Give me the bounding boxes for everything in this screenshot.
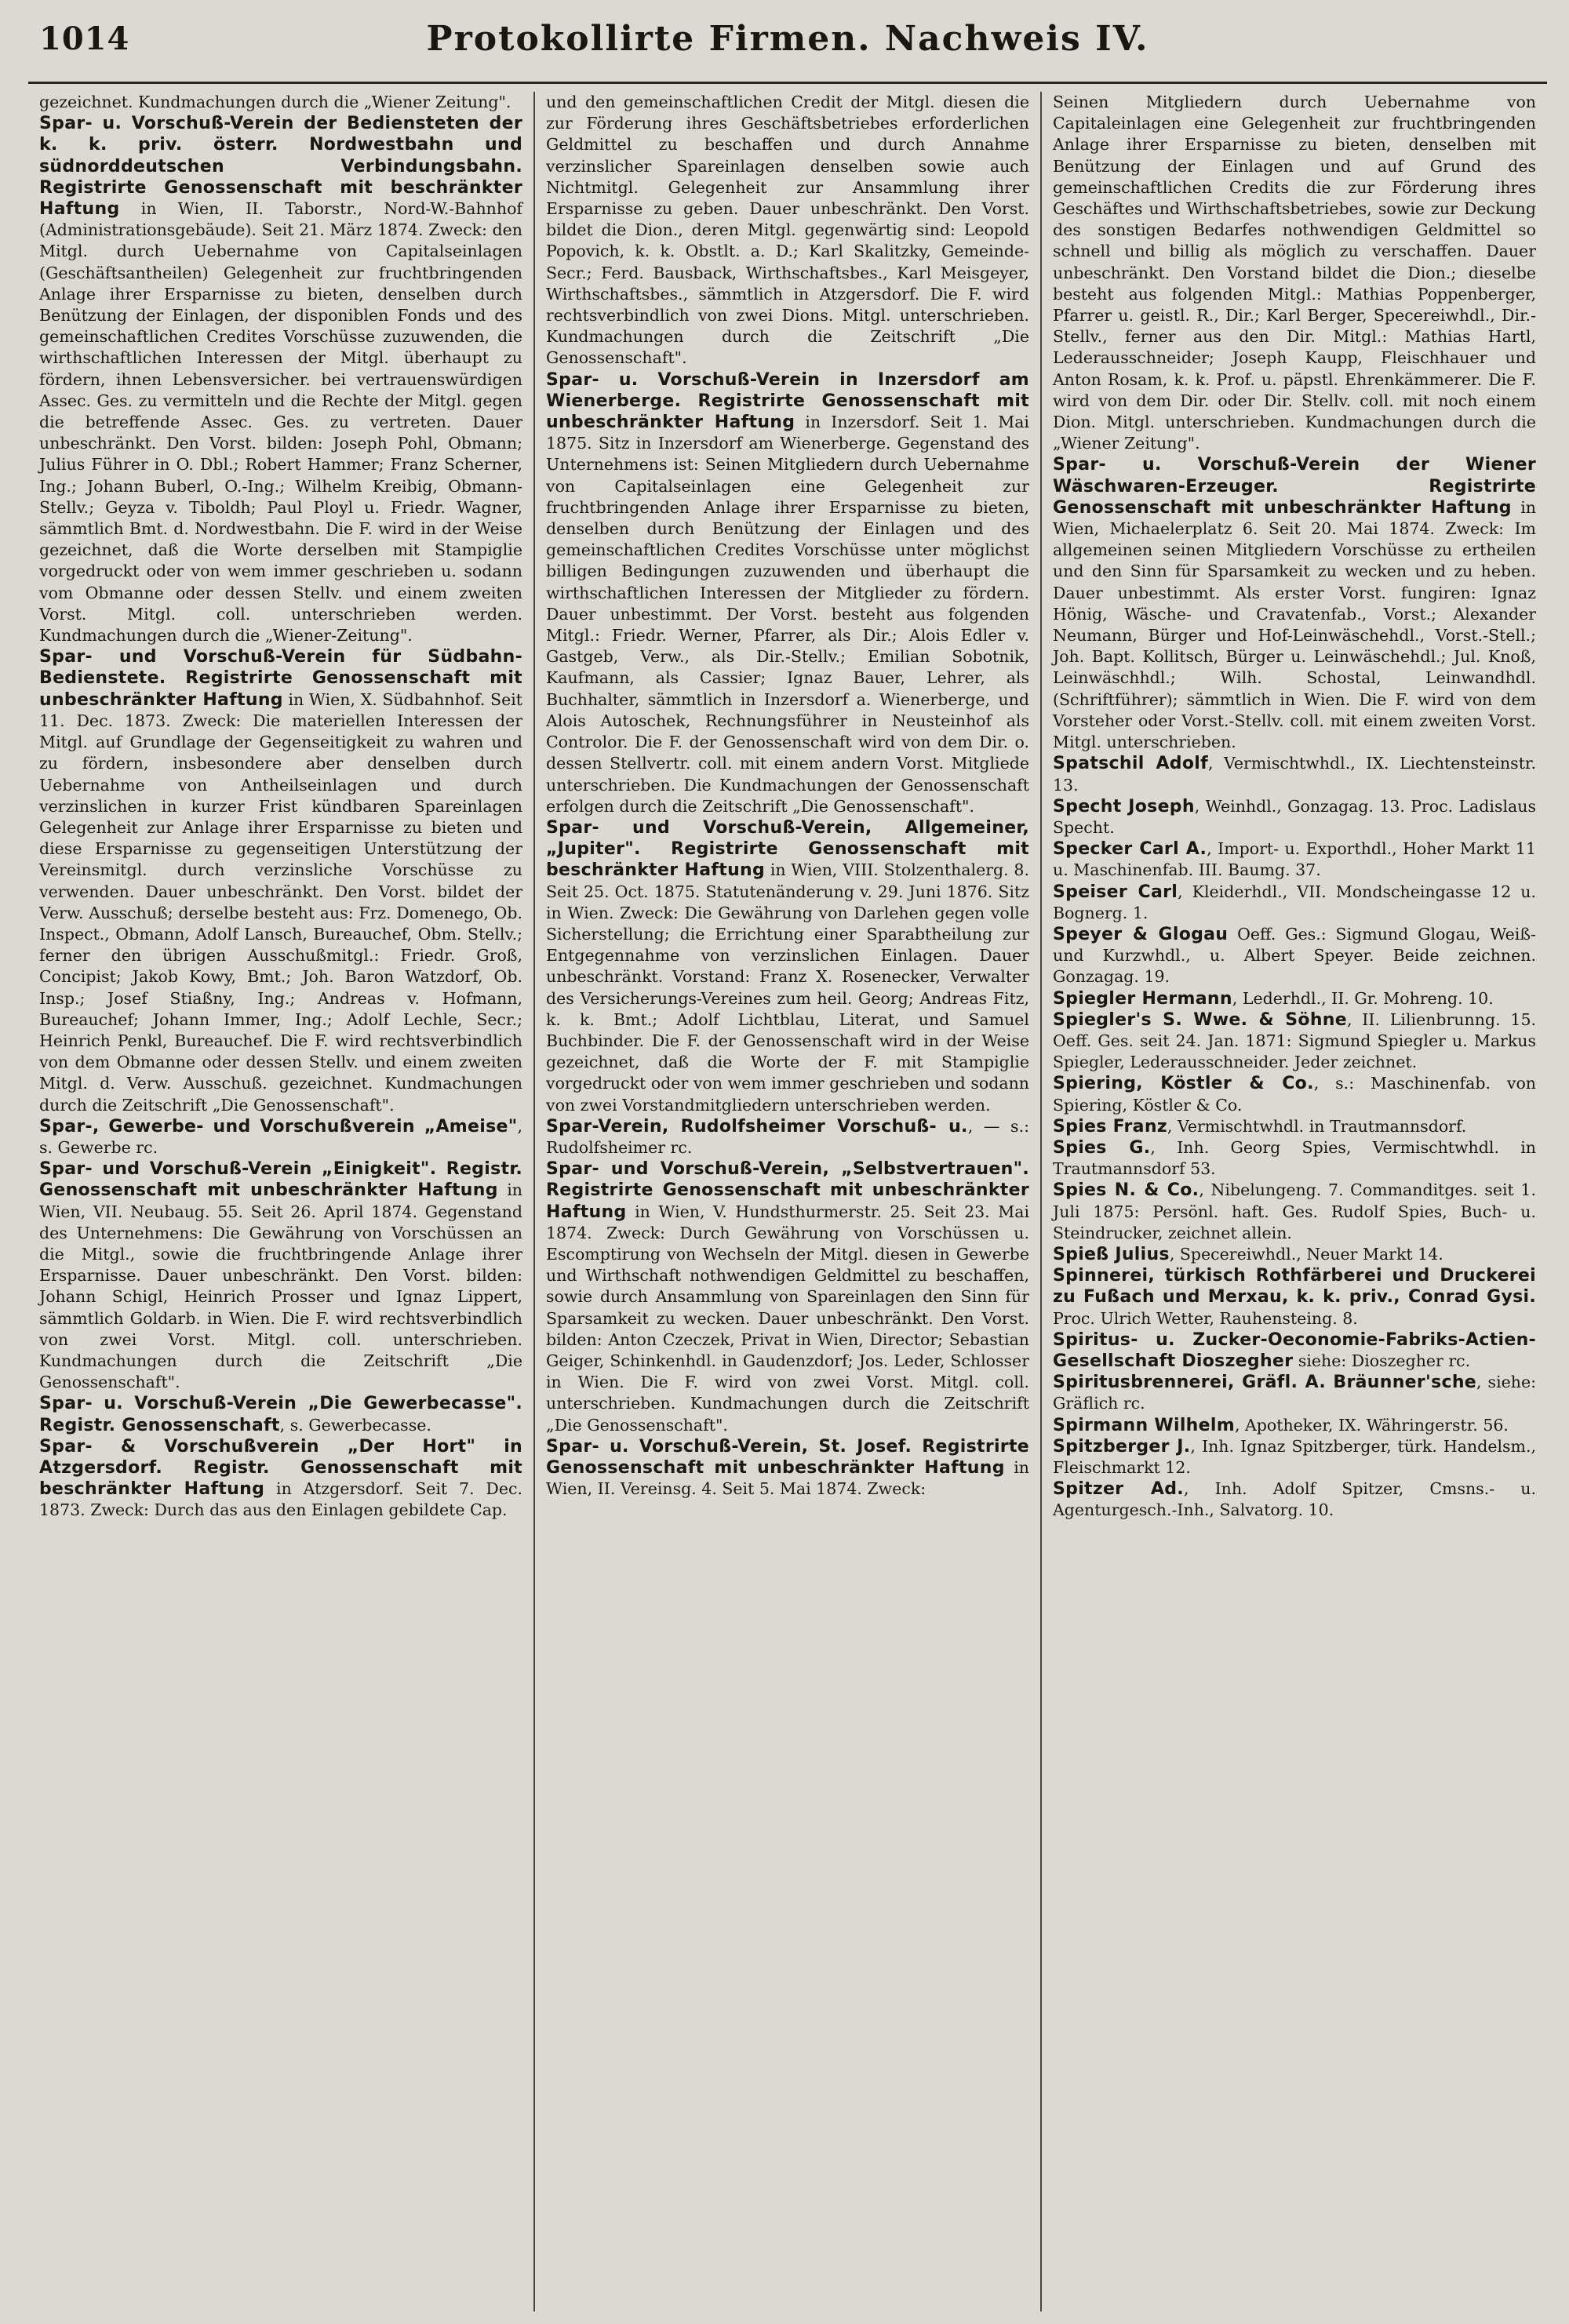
entry-firm-name: Spar- und Vorschuß-Verein, „Selbstvertrauen". Registrirte Genossenschaft mit unbeschränkter Haftung (546, 1159, 1029, 1222)
entry-text: , Specereiwhdl., Neuer Markt 14. (1169, 1244, 1443, 1264)
entry-firm-name: Spies G. (1053, 1137, 1151, 1158)
entry-firm-name: Spar- u. Vorschuß-Verein in Inzersdorf am Wienerberge. Registrirte Genossenschaft mit unbeschränkter Haftung (546, 369, 1029, 433)
entry-text: Proc. Ulrich Wetter, Rauhensteing. 8. (1053, 1308, 1358, 1328)
column-left (28, 92, 533, 2311)
entry-text: , Inh. Georg Spies, Vermischtwhdl. in Trautmannsdorf 53. (1053, 1137, 1536, 1179)
directory-entry (39, 1393, 522, 1435)
directory-entry (39, 1436, 522, 1522)
entry-firm-name: Spar- und Vorschuß-Verein, Allgemeiner, „Jupiter". Registrirte Genossenschaft mit beschränkter Haftung (546, 817, 1029, 881)
directory-entry (39, 92, 522, 113)
entry-firm-name: Spitzer Ad. (1053, 1479, 1184, 1500)
entry-firm-name: Spieß Julius (1053, 1244, 1170, 1264)
directory-entry (1053, 1329, 1536, 1372)
entry-firm-name: Spiegler Hermann (1053, 988, 1232, 1009)
entry-text: gezeichnet. Kundmachungen durch die „Wiener Zeitung". (39, 93, 511, 111)
entry-firm-name: Speiser Carl (1053, 882, 1178, 902)
directory-entry (1053, 92, 1536, 454)
directory-entry (1053, 1116, 1536, 1137)
entry-firm-name: Spiering, Köstler & Co. (1053, 1074, 1314, 1094)
entry-firm-name: Spirmann Wilhelm (1053, 1415, 1235, 1435)
entry-firm-name: Spiritusbrennerei, Gräfl. A. Bräunner'sche (1053, 1373, 1477, 1393)
directory-entry (1053, 1478, 1536, 1521)
entry-firm-name: Spar- u. Vorschuß-Verein „Die Gewerbecasse". Registr. Genossenschaft (39, 1394, 522, 1435)
entry-firm-name: Spatschil Adolf (1053, 754, 1208, 774)
entry-text: , Vermischtwhdl., IX. Liechtensteinstr. 13. (1053, 754, 1536, 795)
directory-entry (1053, 1415, 1536, 1436)
entry-firm-name: Spiritus- u. Zucker-Oeconomie-Fabriks-Actien-Gesellschaft Dioszegher (1053, 1329, 1536, 1371)
directory-entry (1053, 1244, 1536, 1265)
entry-firm-name: Spar- & Vorschußverein „Der Hort" in Atzgersdorf. Registr. Genossenschaft mit beschränkter Haftung (39, 1436, 522, 1500)
page-number: 1014 (39, 20, 130, 57)
entry-firm-name: Specker Carl A. (1053, 839, 1207, 860)
entry-text: , Inh. Ignaz Spitzberger, türk. Handelsm., Fleischmarkt 12. (1053, 1436, 1536, 1477)
directory-entry (546, 1158, 1029, 1436)
directory-entry (1053, 988, 1536, 1009)
entry-text: , Nibelungeng. 7. Commanditges. seit 1. Juli 1875: Persönl. haft. Ges. Rudolf Spies, Buch- u. Steindrucker, zeichnet allein. (1053, 1180, 1536, 1242)
directory-entry (39, 113, 522, 646)
entry-text: , Lederhdl., II. Gr. Mohreng. 10. (1232, 988, 1494, 1008)
entry-firm-name: Speyer & Glogau (1053, 924, 1229, 944)
entry-firm-name: Spitzberger J. (1053, 1436, 1191, 1457)
entry-text: , Inh. Adolf Spitzer, Cmsns.- u. Agenturgesch.-Inh., Salvatorg. 10. (1053, 1479, 1536, 1520)
entry-text: , Import- u. Exporthdl., Hoher Markt 11 u. Maschinenfab. III. Baumg. 37. (1053, 839, 1537, 880)
entry-firm-name: Spiegler's S. Wwe. & Söhne (1053, 1009, 1347, 1030)
entry-firm-name: Spar-, Gewerbe- und Vorschußverein „Ameise" (39, 1116, 518, 1137)
directory-entry (546, 1436, 1029, 1500)
entry-text: Oeff. Ges.: Sigmund Glogau, Weiß- und Kurzwhdl., u. Albert Speyer. Beide zeichnen. Gonzagag. 19. (1053, 924, 1536, 987)
page-header (28, 16, 1547, 84)
entry-text: , Apotheker, IX. Währingerstr. 56. (1234, 1415, 1509, 1435)
entry-firm-name: Spar- und Vorschuß-Verein „Einigkeit". Registr. Genossenschaft mit unbeschränkter Haftung (39, 1159, 522, 1201)
column-middle (533, 92, 1040, 2311)
entry-text: in Wien, V. Hundsthurmerstr. 25. Seit 23. Mai 1874. Zweck: Durch Gewährung von Vorschüssen u. Escomptirung von Wechseln der Mitgl. diesen in Gewerbe und Wirthschaft nothwendigen Geldmittel zu beschaffen, sowie durch Ansammlung von Spareinlagen den Sinn für Sparsamkeit zu wecken. Dauer unbeschränkt. Den Vorst. bilden: Anton Czeczek, Privat in Wien, Director; Sebastian Geiger, Schinkenhdl. in Gaudenzdorf; Jos. Leder, Schlosser in Wien. Die F. wird von zwei Vorst. Mitgl. coll. unterschrieben. Kundmachungen durch die Zeitschrift „Die Genossenschaft". (546, 1202, 1029, 1435)
entry-firm-name: Spar- u. Vorschuß-Verein der Wiener Wäschwaren-Erzeuger. Registrirte Genossenschaft mit unbeschränkter Haftung (1053, 455, 1536, 518)
entry-text: , Weinhdl., Gonzagag. 13. Proc. Ladislaus Specht. (1053, 796, 1536, 837)
entry-firm-name: Spies Franz (1053, 1116, 1167, 1137)
text-columns (28, 92, 1547, 2311)
directory-entry (1053, 1180, 1536, 1244)
directory-entry (1053, 1073, 1536, 1115)
entry-firm-name: Spar- u. Vorschuß-Verein der Bediensteten der k. k. priv. österr. Nordwestbahn und südnorddeutschen Verbindungsbahn. Registrirte Genossenschaft mit beschränkter Haftung (39, 114, 522, 220)
directory-entry (546, 92, 1029, 369)
entry-text: in Wien, VIII. Stolzenthalerg. 8. Seit 25. Oct. 1875. Statutenänderung v. 29. Juni 1876. Sitz in Wien. Zweck: Die Gewährung von Darlehen gegen volle Sicherstellung; die Errichtung einer Sparabtheilung zur Entgegennahme von verzinslichen Einlagen. Dauer unbeschränkt. Vorstand: Franz X. Rosenecker, Verwalter des Versicherungs-Vereines zum heil. Georg; Andreas Fitz, k. k. Bmt.; Adolf Lichtblau, Literat, und Samuel Buchbinder. Die F. der Genossenschaft wird in der Weise gezeichnet, daß die Worte der F. mit Stampiglie vorgedruckt oder von wem immer geschrieben und sodann von zwei Vorstandmitgliedern unterschrieben werden. (546, 860, 1029, 1115)
directory-entry (1053, 796, 1536, 838)
directory-entry (39, 646, 522, 1115)
entry-text: siehe: Dioszegher rc. (1293, 1351, 1471, 1370)
entry-text: in Atzgersdorf. Seit 7. Dec. 1873. Zweck: Durch das aus den Einlagen gebildete Cap. (39, 1479, 522, 1520)
entry-text: , s. Gewerbe rc. (39, 1116, 522, 1157)
entry-text: , s. Gewerbecasse. (279, 1415, 431, 1435)
entry-text: , Kleiderhdl., VII. Mondscheingasse 12 u. Bognerg. 1. (1053, 882, 1537, 922)
entry-firm-name: Spinnerei, türkisch Rothfärberei und Druckerei zu Fußach und Merxau, k. k. priv., Conrad Gysi. (1053, 1266, 1536, 1307)
directory-entry (546, 1116, 1029, 1158)
directory-entry (1053, 1137, 1536, 1180)
running-title: Protokollirte Firmen. Nachweis IV. (426, 19, 1149, 59)
entry-text: in Wien, X. Südbahnhof. Seit 11. Dec. 1873. Zweck: Die materiellen Interessen der Mitgl. auf Grundlage der Gegenseitigkeit zu wahren und zu fördern, insbesondere aber denselben durch Uebernahme von Antheilseinlagen und durch verzinslichen in kurzer Frist kündbaren Spareinlagen Gelegenheit zur Anlage ihrer Ersparnisse zu bieten und diese Ersparnisse zu gegenseitigen Unterstützung der Vereinsmitgl. durch verzinsliche Vorschüsse zu verwenden. Dauer unbeschränkt. Den Vorst. bildet der Verw. Ausschuß; derselbe besteht aus: Frz. Domenego, Ob. Inspect., Obmann, Adolf Lansch, Bureauchef, Obm. Stellv.; ferner den übrigen Ausschußmitgl.: Friedr. Groß, Concipist; Jakob Kowy, Bmt.; Joh. Baron Watzdorf, Ob. Insp.; Josef Stiaßny, Ing.; Andreas v. Hofmann, Bureauchef; Johann Immer, Ing.; Adolf Lechle, Secr.; Heinrich Penkl, Bureauchef. Die F. wird rechtsverbindlich von dem Obmanne oder dessen Stellv. und einem zweiten Mitgl. d. Verw. Ausschuß. gezeichnet. Kundmachungen durch die Zeitschrift „Die Genossenschaft". (39, 689, 522, 1115)
entry-text: in Wien, VII. Neubaug. 55. Seit 26. April 1874. Gegenstand des Unternehmens: Die Gewährung von Vorschüssen an die Mitgl., sowie die fruchtbringende Anlage ihrer Ersparnisse. Dauer unbeschränkt. Den Vorst. bilden: Johann Schigl, Heinrich Prosser und Ignaz Lippert, sämmtlich Goldarb. in Wien. Die F. wird rechtsverbindlich von zwei Vorst. Mitgl. coll. unterschrieben. Kundmachungen durch die Zeitschrift „Die Genossenschaft". (39, 1180, 522, 1392)
directory-entry (1053, 882, 1536, 924)
directory-entry (1053, 924, 1536, 988)
directory-entry (546, 369, 1029, 817)
directory-entry (39, 1116, 522, 1158)
directory-entry (1053, 1372, 1536, 1414)
entry-firm-name: Specht Joseph (1053, 796, 1195, 816)
entry-text: in Wien, II. Vereinsg. 4. Seit 5. Mai 1874. Zweck: (546, 1458, 1029, 1499)
entry-firm-name: Spar-Verein, Rudolfsheimer Vorschuß- u. (546, 1116, 968, 1137)
entry-text: und den gemeinschaftlichen Credit der Mitgl. diesen die zur Förderung ihres Geschäftsbetriebes erforderlichen Geldmittel zu beschaffen und durch Annahme verzinslicher Spareinlagen denselben sowie auch Nichtmitgl. Gelegenheit zur Ansammlung ihrer Ersparnisse zu geben. Dauer unbeschränkt. Den Vorst. bildet die Dion., deren Mitgl. gegenwärtig sind: Leopold Popovich, k. k. Obstlt. a. D.; Karl Skalitzky, Gemeinde-Secr.; Ferd. Bausback, Wirthschaftsbes., Karl Meisgeyer, Wirthschaftsbes., sämmtlich in Atzgersdorf. Die F. wird rechtsverbindlich von zwei Dions. Mitgl. unterschrieben. Kundmachungen durch die Zeitschrift „Die Genossenschaft". (546, 93, 1029, 368)
entry-firm-name: Spar- und Vorschuß-Verein für Südbahn-Bedienstete. Registrirte Genossenschaft mit unbeschränkter Haftung (39, 647, 522, 710)
entry-text: , II. Lilienbrunng. 15. Oeff. Ges. seit 24. Jan. 1871: Sigmund Spiegler u. Markus Spiegler, Lederausschneider. Jeder zeichnet. (1053, 1009, 1537, 1072)
directory-entry (1053, 838, 1536, 881)
entry-firm-name: Spar- u. Vorschuß-Verein, St. Josef. Registrirte Genossenschaft mit unbeschränkter Haftung (546, 1436, 1029, 1478)
directory-entry (1053, 454, 1536, 753)
directory-entry (1053, 1265, 1536, 1329)
entry-text: , Vermischtwhdl. in Trautmannsdorf. (1167, 1116, 1467, 1136)
entry-text: in Inzersdorf. Seit 1. Mai 1875. Sitz in Inzersdorf am Wienerberge. Gegenstand des Unternehmens ist: Seinen Mitgliedern durch Uebernahme von Capitalseinlagen eine Gelegenheit zur fruchtbringenden Anlage ihrer Ersparnisse zu bieten, denselben durch Benützung der Einlagen und des gemeinschaftlichen Credites Vorschüsse unter möglichst billigen Bedingungen zuzuwenden und überhaupt die wirthschaftlichen Interessen der Mitglieder zu fördern. Dauer unbestimmt. Der Vorst. besteht aus folgenden Mitgl.: Friedr. Werner, Pfarrer, als Dir.; Alois Edler v. Gastgeb, Verw., als Dir.-Stellv.; Emilian Sobotnik, Kaufmann, als Cassier; Ignaz Bauer, Lehrer, als Buchhalter, sämmtlich in Inzersdorf a. Wienerberge, und Alois Autoschek, Rechnungsführer in Neusteinhof als Controlor. Die F. der Genossenschaft wird von dem Dir. o. dessen Stellvertr. coll. mit einem andern Vorst. Mitgliede unterschrieben. Die Kundmachungen der Genossenschaft erfolgen durch die Zeitschrift „Die Genossenschaft". (546, 413, 1029, 816)
directory-entry (39, 1158, 522, 1393)
entry-firm-name: Spies N. & Co. (1053, 1180, 1200, 1201)
entry-text: Seinen Mitgliedern durch Uebernahme von Capitaleinlagen eine Gelegenheit zur fruchtbringenden Anlage ihrer Ersparnisse zu bieten, denselben mit Benützung der Einlagen und auf Grund des gemeinschaftlichen Credits die zur Förderung ihres Geschäftes und Wirthschaftsbetriebes, sowie zur Deckung des sonstigen Bedarfes nothwendigen Geldmittel so schnell und billig als möglich zu verschaffen. Dauer unbeschränkt. Den Vorstand bildet die Dion.; dieselbe besteht aus folgenden Mitgl.: Mathias Poppenberger, Pfarrer u. geistl. R., Dir.; Karl Berger, Specereiwhdl., Dir.-Stellv., ferner aus den Dir. Mitgl.: Mathias Hartl, Lederausschneider; Joseph Kaupp, Fleischhauer und Anton Rosam, k. k. Prof. u. päpstl. Ehrenkämmerer. Die F. wird von dem Dir. oder Dir. Stellv. coll. mit noch einem Dion. Mitgl. unterschrieben. Kundmachungen durch die „Wiener Zeitung". (1053, 93, 1536, 453)
entry-text: in Wien, II. Taborstr., Nord-W.-Bahnhof (Administrationsgebäude). Seit 21. März 1874. Zweck: den Mitgl. durch Uebernahme von Capitalseinlagen (Geschäftsantheilen) Gelegenheit zur fruchtbringenden Anlage ihrer Ersparnisse zu bieten, denselben durch Benützung der Einlagen, der disponiblen Fonds und des gemeinschaftlichen Credites Vorschüsse zuzuwenden, die wirthschaftlichen Interessen der Mitgl. überhaupt zu fördern, ihnen Lebensversicher. bei vertrauenswürdigen Assec. Ges. zu vermitteln und die Rechte der Mitgl. gegen die betreffende Assec. Ges. zu vertreten. Dauer unbeschränkt. Den Vorst. bilden: Joseph Pohl, Obmann; Julius Führer in O. Dbl.; Robert Hammer; Franz Scherner, Ing.; Johann Buberl, O.-Ing.; Wilhelm Kreibig, Obmann-Stellv.; Geyza v. Tiboldh; Paul Ployl u. Friedr. Wagner, sämmtlich Bmt. d. Nordwestbahn. Die F. wird in der Weise gezeichnet, daß die Worte derselben mit Stampiglie vorgedruckt oder von wem immer geschrieben u. sodann vom Obmanne oder dessen Stellv. und einem zweiten Vorst. Mitgl. coll. unterschrieben werden. Kundmachungen durch die „Wiener-Zeitung". (39, 199, 522, 646)
directory-entry (1053, 1009, 1536, 1074)
entry-text: , s.: Maschinenfab. von Spiering, Köstler & Co. (1053, 1074, 1536, 1115)
directory-entry (546, 817, 1029, 1116)
entry-text: in Wien, Michaelerplatz 6. Seit 20. Mai 1874. Zweck: Im allgemeinen seinen Mitgliedern Vorschüsse zu ertheilen und den Sinn für Sparsamkeit zu wecken und zu heben. Dauer unbestimmt. Als erster Vorst. fungiren: Ignaz Hönig, Wäsche- und Cravatenfab., Vorst.; Alexander Neumann, Bürger und Hof-Leinwäschehdl., Vorst.-Stell.; Joh. Bapt. Kollitsch, Bürger u. Leinwäschehdl.; Jul. Knoß, Leinwäschhdl.; Wilh. Schostal, Leinwandhdl. (Schriftführer); sämmtlich in Wien. Die F. wird von dem Vorsteher oder Vorst.-Stellv. coll. mit einem zweiten Vorst. Mitgl. unterschrieben. (1053, 497, 1536, 752)
entry-text: , — s.: Rudolfsheimer rc. (546, 1116, 1029, 1157)
entry-text: , siehe: Gräflich rc. (1053, 1373, 1537, 1413)
directory-entry (1053, 1436, 1536, 1478)
directory-entry (1053, 753, 1536, 795)
column-right (1040, 92, 1547, 2311)
